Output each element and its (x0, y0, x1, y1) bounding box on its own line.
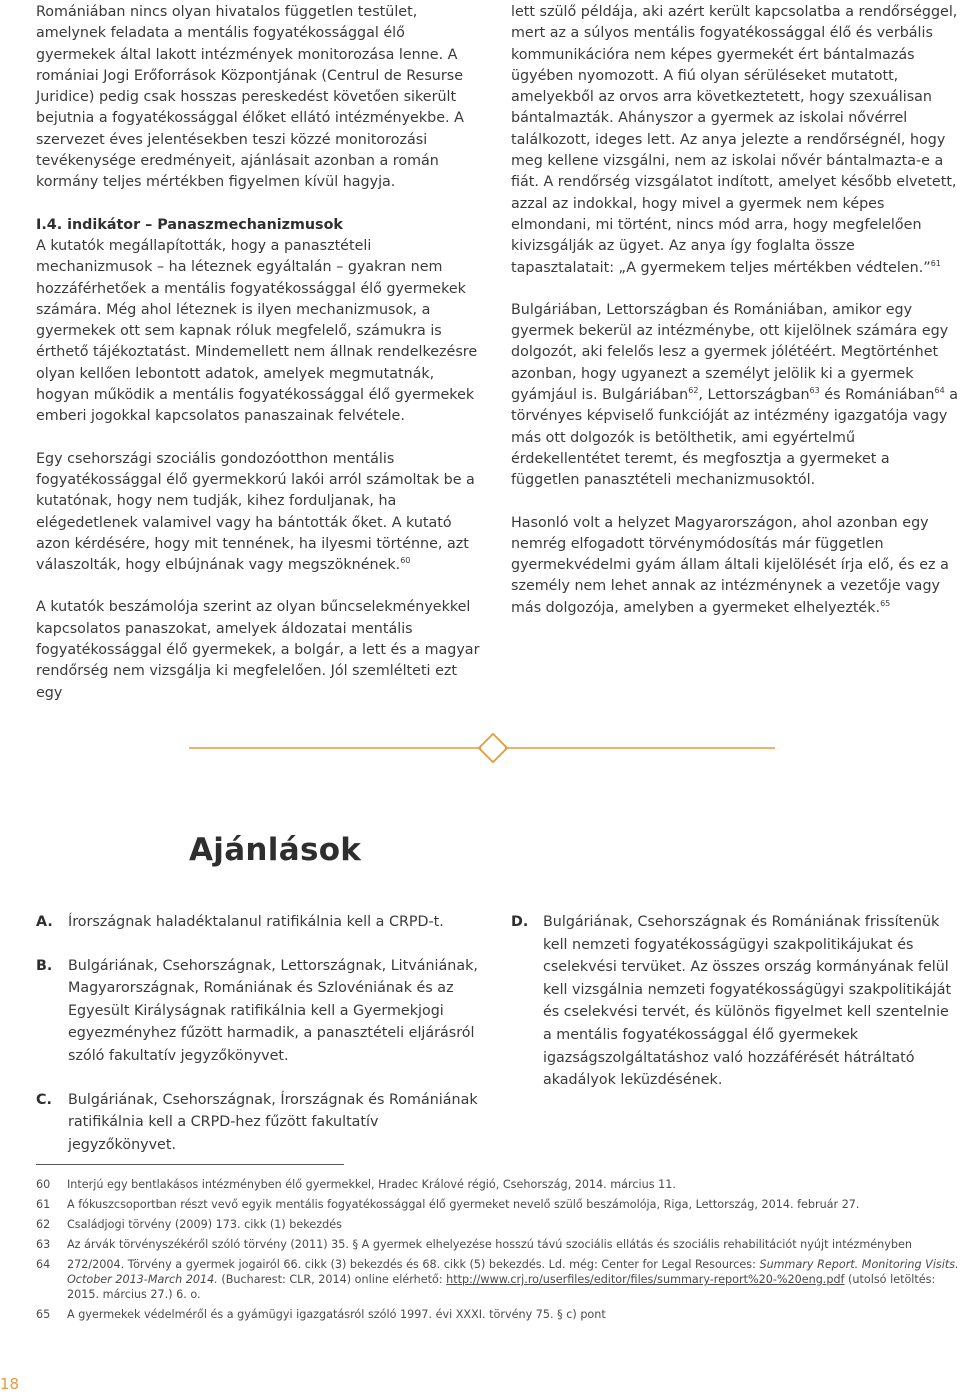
footnote-64-link[interactable]: http://www.crj.ro/userfiles/editor/files/summary-report%20-%20eng.pdf (446, 1273, 845, 1286)
footnote-ref-65[interactable]: 65 (880, 598, 891, 608)
footnote-61 (36, 1197, 960, 1212)
paragraph-latvian-parent (511, 2, 959, 279)
footnote-62 (36, 1217, 960, 1232)
right-column (511, 2, 959, 640)
paragraph-police-complaints: A kutatók beszámolója szerint az olyan bűncselekményekkel kapcsolatos panaszokat, amelyek áldozatai mentális fogyatékossággal élő gyermekek, a bolgár, a lett és a magyar rendőrség nem vizsgálja ki megfelelően. Jól szemlélteti ezt egy (36, 599, 480, 701)
recommendations-left (36, 911, 486, 1177)
paragraph-romania-monitoring: Romániában nincs olyan hivatalos független testület, amelynek feladata a mentális fogyatékossággal élő gyermekek által lakott intézmények monitorozása lenne. A romániai Jogi Erőforrások Központjának (Centrul de Resurse Juridice) pedig csak hosszas pereskedést követően sikerült bejutnia a fogyatékossággal élőket ellátó intézményekbe. A szervezet éves jelentésekben teszi közzé monitorozási tevékenysége eredményeit, ajánlásait azonban a román kormány teljes mértékben figyelmen kívül hagyja. (36, 4, 464, 191)
recommendation-letter: A. (36, 914, 53, 930)
recommendation-a (36, 911, 486, 934)
recommendation-d (511, 911, 959, 1092)
footnotes (36, 1177, 960, 1327)
footnote-60 (36, 1177, 960, 1192)
recommendation-text: Bulgáriának, Csehországnak, Írországnak és Romániának ratifikálnia kell a CRPD-hez fűzött fakultatív jegyzőkönyvet. (68, 1091, 478, 1153)
recommendation-b (36, 955, 486, 1068)
footnote-number: 64 (36, 1258, 51, 1271)
footnote-63 (36, 1237, 960, 1252)
footnote-ref-61[interactable]: 61 (930, 258, 941, 268)
indicator-heading: I.4. indikátor – Panaszmechanizmusok (36, 216, 343, 233)
recommendation-text: Írországnak haladéktalanul ratifikálnia kell a CRPD-t. (68, 914, 444, 930)
guardian-text-d: a törvényes képviselő funkcióját az intézmény igazgatója vagy más ott dolgozók is betölthetik, ami egyértelmű érdekellentétet teremt, és megfosztja a gyermeket a független panasztételi mechanizmusoktól. (511, 387, 958, 489)
guardian-text-a: Bulgáriában, Lettországban és Romániában, amikor egy gyermek bekerül az intézménybe, ott kijelölnek számára egy dolgozót, aki felelős lesz a gyermek jólétéért. Megtörténhet azonban, hogy ugyanezt a személyt jelölik ki a gyermek gyámjául is. Bulgáriában (511, 301, 949, 404)
footnote-text: Interjú egy bentlakásos intézményben élő gyermekkel, Hradec Králové régió, Csehország, 2014. március 11. (67, 1178, 676, 1191)
footnote-ref-60[interactable]: 60 (400, 556, 411, 566)
recommendations-right (511, 911, 959, 1113)
footnote-number: 60 (36, 1178, 51, 1191)
footnote-ref-64[interactable]: 64 (934, 386, 945, 396)
left-column (36, 2, 486, 725)
paragraph-complaint-mechanisms: A kutatók megállapították, hogy a panasztételi mechanizmusok – ha léteznek egyáltalán – gyakran nem hozzáférhetőek a mentális fogyatékossággal élő gyermekek számára. Még ahol léteznek is ilyen mechanizmusok, a gyermekek ott sem kapnak róluk megfelelő, számukra is érthető tájékoztatást. Mindemellett nem állnak rendelkezésre olyan kellően lebontott adatok, amelyek megmutatnák, hogyan működik a mentális fogyatékossággal élő gyermekek emberi jogokkal kapcsolatos panaszainak felvétele. (36, 237, 478, 425)
footnote-divider (36, 1164, 344, 1165)
paragraph-czech-home-text: Egy csehországi szociális gondozóotthon mentális fogyatékossággal élő gyermekkorú lakói arról számoltak be a kutatónak, hogy nem tudják, kihez forduljanak, ha elégedetlenek valamivel vagy ha bántották őket. A kutató azon kérdésére, hogy mit tennének, ha ilyesmi történne, azt válaszolták, hogy elbújnának vagy megszöknének. (36, 450, 475, 574)
recommendation-letter: B. (36, 957, 53, 974)
footnote-64-part-d: (utolsó letöltés: 2015. március 27.) 6. o. (67, 1273, 936, 1301)
paragraph-czech-home (36, 449, 486, 577)
recommendation-text: Bulgáriának, Csehországnak és Romániának frissítenük kell nemzeti fogyatékosságügyi szakpolitikájukat és cselekvési tervüket. Az összes ország kormányának felül kell vizsgálnia nemzeti fogyatékosságügyi szakpolitikáját és cselekvési tervét, és különös figyelmet kell szentelnie a mentális fogyatékossággal élő gyermekek igazságszolgáltatáshoz való hozzáférését hátráltató akadályok leküzdésének. (543, 914, 952, 1089)
paragraph-latvian-parent-text: lett szülő példája, aki azért került kapcsolatba a rendőrséggel, mert az a súlyos mentális fogyatékossággal élő és verbális kommunikációra nem képes gyermekét ért bántalmazás ügyében nyomozott. A fiú olyan sérüléseket mutatott, amelyekből az orvos arra következtetett, hogy szexuálisan bántalmazták. Ahányszor a gyermek az iskolai nővérrel találkozott, ideges lett. Az anya jelezte a rendőrségnél, hogy meg kellene vizsgálni, nem az iskolai nővér bántalmazta-e a fiát. A rendőrség vizsgálatot indított, amelyet később elvetett, azzal az indokkal, hogy mivel a gyermek nem képes elmondani, mi történt, nincs mód arra, hogy megfelelően kivizsgálják az ügyet. Az anya így foglalta össze tapasztalatait: „A gyermekem teljes mértékben védtelen.” (511, 4, 958, 276)
footnote-number: 65 (36, 1308, 51, 1321)
footnote-number: 62 (36, 1218, 51, 1231)
footnote-text: Az árvák törvényszékéről szóló törvény (2011) 35. § A gyermek elhelyezése hosszú távú szociális ellátás és szociális rehabilitációt nyújt intézményben (67, 1238, 912, 1251)
recommendation-text: Bulgáriának, Csehországnak, Lettországnak, Litvániának, Magyarországnak, Romániának és Szlovéniának és az Egyesült Királyságnak ratifikálnia kell a Gyermekjogi egyezményhez fűzött harmadik, a panasztételi eljárásról szóló fakultatív jegyzőkönyvet. (68, 957, 478, 1064)
guardian-text-c: és Romániában (819, 387, 935, 404)
footnote-text: Családjogi törvény (2009) 173. cikk (1) bekezdés (67, 1218, 342, 1231)
footnote-ref-63[interactable]: 63 (809, 386, 820, 396)
footnote-text: A gyermekek védelméről és a gyámügyi igazgatásról szóló 1997. évi XXXI. törvény 75. § c) pont (67, 1308, 606, 1321)
diamond-divider-icon (0, 730, 960, 770)
recommendation-c (36, 1089, 486, 1157)
section-title-recommendations: Ajánlások (189, 832, 362, 868)
footnote-text (67, 1257, 960, 1302)
paragraph-hungary-text: Hasonló volt a helyzet Magyarországon, ahol azonban egy nemrég elfogadott törvénymódosítás már független gyermekvédelmi gyám állam általi kijelölését írja elő, és ez a személy nem lehet annak az intézménynek a vezetője vagy más dolgozója, amelyben a gyermeket elhelyezték. (511, 514, 949, 616)
footnote-64 (36, 1257, 960, 1302)
footnote-number: 61 (36, 1198, 51, 1211)
footnote-65 (36, 1307, 960, 1322)
footnote-ref-62[interactable]: 62 (688, 386, 699, 396)
footnote-text: A fókuszcsoportban részt vevő egyik mentális fogyatékossággal élő gyermeket nevelő szülő beszámolója, Riga, Lettország, 2014. február 27. (67, 1198, 860, 1211)
recommendation-letter: C. (36, 1091, 52, 1108)
page-number: 18 (0, 1375, 20, 1393)
recommendation-letter: D. (511, 914, 529, 930)
footnote-64-part-c: (Bucharest: CLR, 2014) online elérhető: (217, 1273, 447, 1286)
paragraph-guardian-conflict (511, 300, 959, 492)
paragraph-hungary (511, 513, 959, 619)
footnote-number: 63 (36, 1238, 51, 1251)
footnote-64-report-title: Summary Report. Monitoring Visits. October 2013-March 2014. (67, 1258, 959, 1286)
guardian-text-b: , Lettországban (698, 387, 810, 404)
footnote-64-part-a: 272/2004. Törvény a gyermek jogairól 66. cikk (3) bekezdés és 68. cikk (5) bekezdés. Ld. még: Center for Legal Resources: (67, 1258, 760, 1271)
